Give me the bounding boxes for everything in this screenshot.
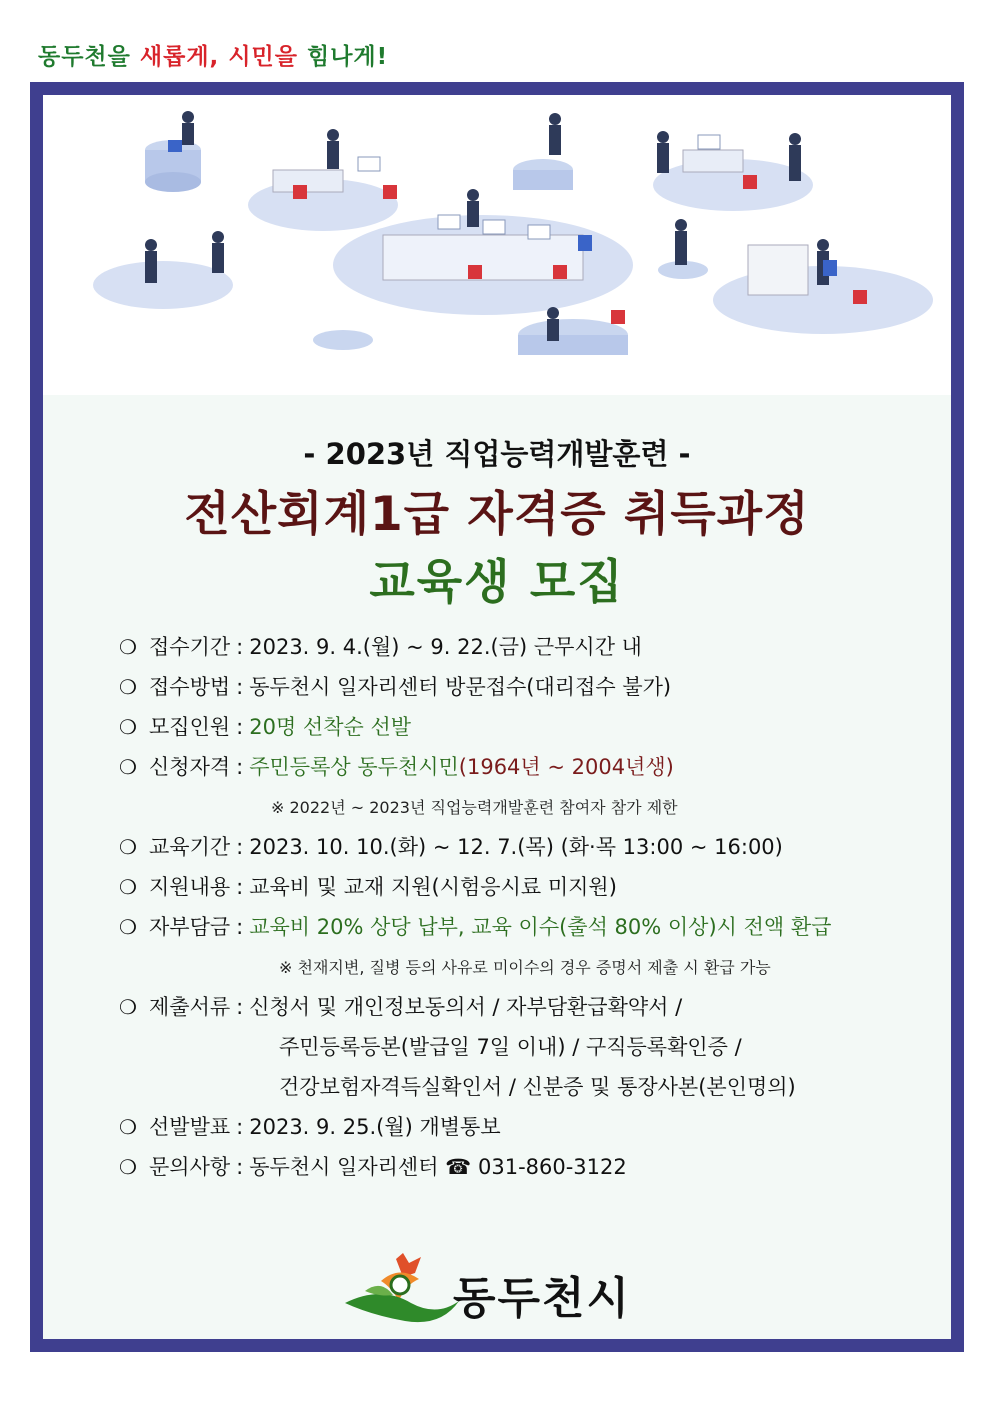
pre-title: - 2023년 직업능력개발훈련 - — [303, 437, 691, 471]
bullet-icon: ❍ — [119, 995, 137, 1019]
slogan-part-3: 시민을 — [228, 44, 298, 70]
slogan-part-1: 동두천을 — [38, 44, 131, 70]
item-value: 동두천시 일자리센터 ☎ 031-860-3122 — [249, 1155, 627, 1179]
bullet-icon: ❍ — [119, 755, 137, 779]
item-value: 2023. 9. 25.(월) 개별통보 — [249, 1115, 501, 1139]
page-title: 전산회계1급 자격증 취득과정 — [184, 487, 810, 542]
list-item — [119, 631, 642, 661]
item-value-b: (1964년 ~ 2004년생) — [458, 755, 674, 779]
bullet-icon: ❍ — [119, 875, 137, 899]
item-label: 자부담금 — [149, 915, 231, 939]
item-value: 2023. 9. 4.(월) ~ 9. 22.(금) 근무시간 내 — [249, 635, 642, 659]
item-label: 제출서류 — [149, 995, 231, 1019]
bullet-icon: ❍ — [119, 835, 137, 859]
item-value: 교육비 20% 상당 납부, 교육 이수(출석 80% 이상)시 전액 환급 — [249, 915, 832, 939]
bullet-icon: ❍ — [119, 715, 137, 739]
list-item — [119, 671, 671, 701]
bullet-icon: ❍ — [119, 1115, 137, 1139]
item-colon: : — [236, 675, 244, 699]
refund-note: ※ 천재지변, 질병 등의 사유로 미이수의 경우 증명서 제출 시 환급 가능 — [279, 958, 771, 977]
item-colon: : — [236, 995, 244, 1019]
item-colon: : — [236, 635, 244, 659]
item-value: 2023. 10. 10.(화) ~ 12. 7.(목) (화·목 13:00 ~ 16:00) — [249, 835, 783, 859]
list-item — [119, 911, 831, 941]
item-colon: : — [236, 915, 244, 939]
list-item — [119, 991, 682, 1021]
slogan — [38, 38, 388, 71]
slogan-part-4: 힘나게! — [306, 44, 389, 70]
item-value: 20명 선착순 선발 — [249, 715, 412, 739]
list-item — [119, 871, 617, 901]
item-label: 모집인원 — [149, 715, 231, 739]
item-label: 문의사항 — [149, 1155, 231, 1179]
list-item — [119, 711, 411, 741]
documents-line-3: 건강보험자격득실확인서 / 신분증 및 통장사본(본인명의) — [279, 1075, 796, 1099]
item-value: 교육비 및 교재 지원(시험응시료 미지원) — [249, 875, 617, 899]
bullet-icon: ❍ — [119, 915, 137, 939]
item-label: 접수기간 — [149, 635, 231, 659]
item-colon: : — [236, 835, 244, 859]
slogan-part-2: 새롭게, — [139, 44, 220, 70]
item-label: 교육기간 — [149, 835, 231, 859]
list-item — [119, 1111, 501, 1141]
item-colon: : — [236, 1155, 244, 1179]
bullet-icon: ❍ — [119, 675, 137, 699]
documents-line-2: 주민등록등본(발급일 7일 이내) / 구직등록확인증 / — [279, 1035, 742, 1059]
item-label: 선발발표 — [149, 1115, 231, 1139]
item-label: 신청자격 — [149, 755, 231, 779]
item-value: 신청서 및 개인정보동의서 / 자부담환급확약서 / — [249, 995, 683, 1019]
city-logo-text: 동두천시 — [453, 1273, 632, 1324]
eligibility-note: ※ 2022년 ~ 2023년 직업능력개발훈련 참여자 참가 제한 — [271, 798, 678, 817]
item-label: 접수방법 — [149, 675, 231, 699]
item-colon: : — [236, 1115, 244, 1139]
office-illustration — [43, 95, 951, 395]
item-label: 지원내용 — [149, 875, 231, 899]
list-item — [119, 751, 674, 781]
bullet-icon: ❍ — [119, 1155, 137, 1179]
item-value-a: 주민등록상 동두천시민 — [249, 755, 459, 779]
item-colon: : — [236, 715, 244, 739]
item-value: 동두천시 일자리센터 방문접수(대리접수 불가) — [249, 675, 672, 699]
item-colon: : — [236, 875, 244, 899]
item-colon: : — [236, 755, 244, 779]
poster-frame — [30, 82, 964, 1352]
bullet-icon: ❍ — [119, 635, 137, 659]
list-item — [119, 831, 783, 861]
page-subtitle: 교육생 모집 — [369, 555, 625, 610]
list-item — [119, 1151, 627, 1181]
